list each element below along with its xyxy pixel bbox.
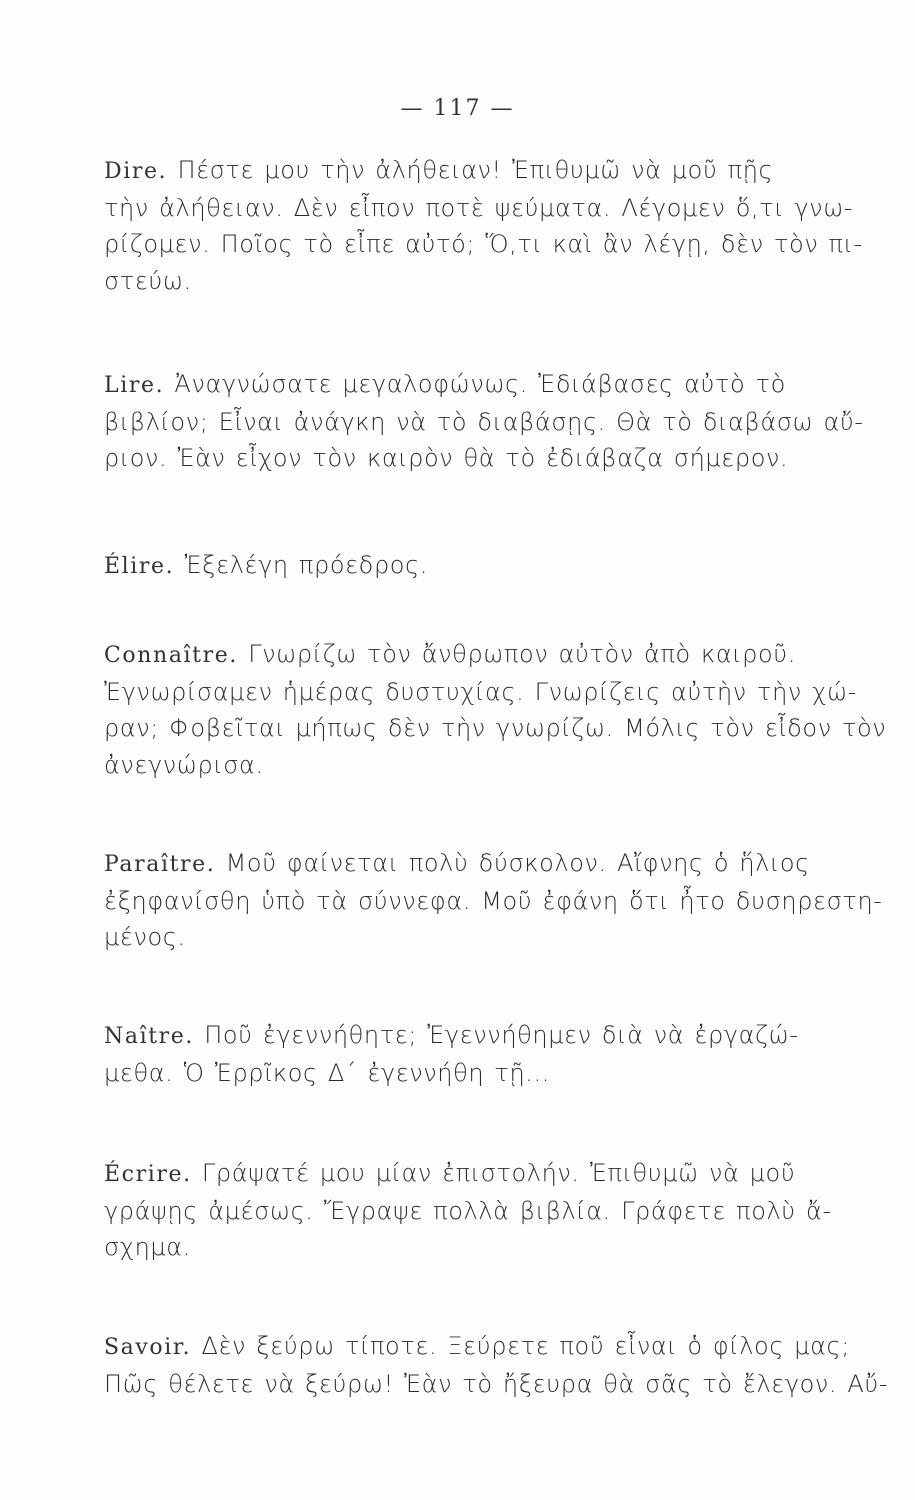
- entry-term: Écrire.: [104, 1162, 192, 1187]
- entry-line: βιβλίον; Εἶναι ἀνάγκη νὰ τὸ διαβάσῃς. Θὰ τὸ διαβάσω αὔ-: [104, 408, 864, 437]
- entry-line: [104, 636, 797, 674]
- entry-elire: [104, 547, 794, 585]
- entry-term: Connaître.: [104, 643, 238, 668]
- entry-line: τὴν ἀλήθειαν. Δὲν εἶπον ποτὲ ψεύματα. Λέγομεν ὅ,τι γνω-: [104, 194, 854, 223]
- page-number: — 117 —: [400, 96, 515, 121]
- entry-line: [104, 1155, 794, 1193]
- entry-line: γράψῃς ἀμέσως. Ἔγραψε πολλὰ βιβλία. Γράφετε πολὺ ἄ-: [104, 1197, 832, 1226]
- entry-line: ἀνεγνώρισα.: [104, 750, 264, 779]
- entry-line: [104, 1017, 799, 1055]
- entry-paraitre: [104, 845, 883, 956]
- entry-line: ραν; Φοβεῖται μήπως δὲν τὴν γνωρίζω. Μόλις τὸν εἶδον τὸν: [104, 714, 887, 743]
- entry-line: [104, 547, 794, 585]
- entry-text: Πέστε μου τὴν ἀλήθειαν! Ἐπιθυμῶ νὰ μοῦ πῇς: [177, 156, 774, 184]
- entry-text: Ἀναγνώσατε μεγαλοφώνως. Ἐδιάβασες αὐτὸ τὸ: [174, 370, 786, 398]
- entry-line: [104, 1328, 850, 1366]
- entry-text: Μοῦ φαίνεται πολὺ δύσκολον. Αἴφνης ὁ ἥλιος: [225, 849, 810, 877]
- entry-line: Ἐγνωρίσαμεν ἡμέρας δυστυχίας. Γνωρίζεις αὐτὴν τὴν χώ-: [104, 678, 857, 707]
- entry-line: ρίζομεν. Ποῖος τὸ εἶπε αὐτό; Ὅ,τι καὶ ἂν λέγῃ, δὲν τὸν πι-: [104, 230, 863, 259]
- entry-term: Paraître.: [104, 852, 216, 877]
- entry-term: Dire.: [104, 159, 168, 184]
- entry-line: [104, 152, 794, 190]
- entry-line: [104, 366, 794, 404]
- entry-term: Lire.: [104, 373, 165, 398]
- entry-term: Savoir.: [104, 1335, 192, 1360]
- entry-ecrire: [104, 1155, 832, 1266]
- entry-line: μένος.: [104, 923, 186, 952]
- entry-text: Γράψατέ μου μίαν ἐπιστολήν. Ἐπιθυμῶ νὰ μοῦ: [201, 1159, 796, 1187]
- entry-line: σχημα.: [104, 1233, 191, 1262]
- entry-text: Ἐξελέγη πρόεδρος.: [184, 551, 428, 579]
- entry-dire: [104, 152, 863, 299]
- entry-text: Δὲν ξεύρω τίποτε. Ξεύρετε ποῦ εἶναι ὁ φίλος μας;: [201, 1332, 850, 1360]
- entry-savoir: [104, 1328, 889, 1402]
- entry-text: Γνωρίζω τὸν ἄνθρωπον αὐτὸν ἀπὸ καιροῦ.: [248, 640, 797, 668]
- entry-line: [104, 845, 810, 883]
- entry-text: Ποῦ ἐγεννήθητε; Ἐγεννήθημεν διὰ νὰ ἐργαζώ-: [204, 1021, 799, 1049]
- entry-naitre: [104, 1017, 799, 1091]
- entry-line: Πῶς θέλετε νὰ ξεύρω! Ἐὰν τὸ ἤξευρα θὰ σᾶς τὸ ἔλεγον. Αὔ-: [104, 1370, 889, 1399]
- entry-line: ἐξηφανίσθη ὑπὸ τὰ σύννεφα. Μοῦ ἐφάνη ὅτι ἦτο δυσηρεστη-: [104, 887, 883, 916]
- entry-line: στεύω.: [104, 266, 192, 295]
- entry-connaitre: [104, 636, 887, 783]
- entry-term: Élire.: [104, 554, 175, 579]
- entry-term: Naître.: [104, 1024, 194, 1049]
- entry-line: μεθα. Ὁ Ἐρρῖκος Δ´ ἐγεννήθη τῇ...: [104, 1059, 550, 1088]
- entry-line: ριον. Ἐὰν εἶχον τὸν καιρὸν θὰ τὸ ἐδιάβαζα σήμερον.: [104, 444, 789, 473]
- entry-lire: [104, 366, 864, 477]
